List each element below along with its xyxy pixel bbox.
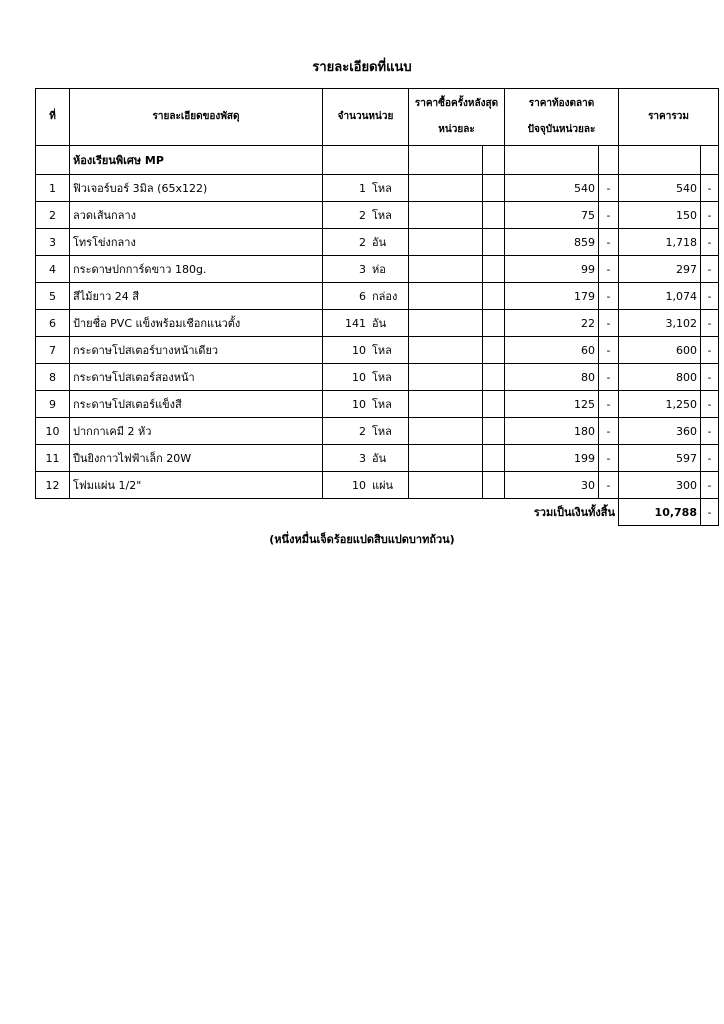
row-market-price-dash: -	[599, 202, 619, 229]
table-row	[36, 418, 719, 445]
row-description: กระดาษโปสเตอร์บางหน้าเดียว	[70, 337, 323, 364]
header-last-price-line1: ราคาซื้อครั้งหลังสุด	[414, 98, 499, 109]
row-market-price: 75	[505, 202, 599, 229]
row-market-price-dash: -	[599, 256, 619, 283]
row-total: 360	[619, 418, 701, 445]
row-market-price: 30	[505, 472, 599, 499]
row-unit: กล่อง	[372, 290, 398, 303]
document-title: รายละเอียดที่แนบ	[312, 60, 412, 75]
row-market-price-dash: -	[599, 283, 619, 310]
row-total: 1,718	[619, 229, 701, 256]
row-market-price-dash: -	[599, 472, 619, 499]
row-market-price: 22	[505, 310, 599, 337]
row-total: 300	[619, 472, 701, 499]
row-quantity-value: 10	[352, 371, 366, 384]
header-last-price	[409, 89, 505, 146]
row-last-price	[409, 283, 483, 310]
row-number: 6	[36, 310, 70, 337]
row-market-price: 60	[505, 337, 599, 364]
row-total: 3,102	[619, 310, 701, 337]
row-unit: อัน	[372, 452, 387, 465]
row-total: 150	[619, 202, 701, 229]
row-market-price: 125	[505, 391, 599, 418]
row-market-price-dash: -	[599, 229, 619, 256]
row-description: กระดาษปกการ์ดขาว 180g.	[70, 256, 323, 283]
row-total-dash: -	[701, 364, 719, 391]
row-total-dash: -	[701, 283, 719, 310]
row-quantity	[323, 202, 409, 229]
table-row	[36, 229, 719, 256]
row-quantity	[323, 445, 409, 472]
row-number: 1	[36, 175, 70, 202]
row-last-price-satang	[483, 229, 505, 256]
row-last-price	[409, 337, 483, 364]
row-number: 4	[36, 256, 70, 283]
row-number: 2	[36, 202, 70, 229]
row-unit: อัน	[372, 236, 387, 249]
row-quantity	[323, 256, 409, 283]
row-market-price-dash: -	[599, 391, 619, 418]
row-quantity-value: 3	[359, 263, 366, 276]
row-total-dash: -	[701, 310, 719, 337]
row-total: 1,074	[619, 283, 701, 310]
row-unit: โหล	[372, 182, 392, 195]
row-last-price-satang	[483, 337, 505, 364]
row-last-price	[409, 310, 483, 337]
row-total: 800	[619, 364, 701, 391]
row-unit: โหล	[372, 371, 392, 384]
row-market-price: 180	[505, 418, 599, 445]
grand-total-dash: -	[701, 499, 719, 526]
row-market-price-dash: -	[599, 418, 619, 445]
row-last-price	[409, 364, 483, 391]
row-market-price-dash: -	[599, 310, 619, 337]
row-last-price-satang	[483, 418, 505, 445]
grand-total-row	[36, 499, 719, 526]
row-description: สีไม้ยาว 24 สี	[70, 283, 323, 310]
row-last-price-satang	[483, 391, 505, 418]
row-market-price-dash: -	[599, 445, 619, 472]
row-unit: แผ่น	[372, 479, 394, 492]
row-market-price: 80	[505, 364, 599, 391]
row-last-price-satang	[483, 445, 505, 472]
row-quantity-value: 3	[359, 452, 366, 465]
row-unit: โหล	[372, 209, 392, 222]
row-unit: โหล	[372, 398, 392, 411]
row-last-price	[409, 445, 483, 472]
row-quantity	[323, 229, 409, 256]
row-total-dash: -	[701, 391, 719, 418]
row-quantity	[323, 472, 409, 499]
table-row	[36, 283, 719, 310]
row-quantity	[323, 310, 409, 337]
row-number: 8	[36, 364, 70, 391]
row-last-price	[409, 418, 483, 445]
header-market-price-line2: ปัจจุบันหน่วยละ	[527, 124, 596, 135]
row-last-price-satang	[483, 283, 505, 310]
section-row	[36, 146, 719, 175]
row-description: ป้ายชื่อ PVC แข็งพร้อมเชือกแนวตั้ง	[70, 310, 323, 337]
row-description: ลวดเส้นกลาง	[70, 202, 323, 229]
row-quantity-value: 2	[359, 236, 366, 249]
row-market-price: 179	[505, 283, 599, 310]
row-last-price	[409, 256, 483, 283]
grand-total-label: รวมเป็นเงินทั้งสิ้น	[533, 506, 615, 520]
table-row	[36, 337, 719, 364]
row-last-price-satang	[483, 364, 505, 391]
table-row	[36, 445, 719, 472]
table-row	[36, 256, 719, 283]
header-total: ราคารวม	[619, 89, 719, 146]
row-market-price: 199	[505, 445, 599, 472]
table-row	[36, 364, 719, 391]
header-description: รายละเอียดของพัสดุ	[70, 89, 323, 146]
header-quantity: จำนวนหน่วย	[323, 89, 409, 146]
row-quantity	[323, 391, 409, 418]
row-quantity-value: 10	[352, 479, 366, 492]
row-unit: โหล	[372, 425, 392, 438]
row-last-price-satang	[483, 175, 505, 202]
header-market-price	[505, 89, 619, 146]
row-unit: โหล	[372, 344, 392, 357]
table-row	[36, 310, 719, 337]
row-total: 297	[619, 256, 701, 283]
row-total-dash: -	[701, 418, 719, 445]
row-quantity-value: 6	[359, 290, 366, 303]
row-total-dash: -	[701, 337, 719, 364]
row-quantity	[323, 418, 409, 445]
row-description: กระดาษโปสเตอร์แข็งสี	[70, 391, 323, 418]
row-number: 9	[36, 391, 70, 418]
row-last-price-satang	[483, 472, 505, 499]
row-quantity-value: 10	[352, 398, 366, 411]
row-last-price	[409, 391, 483, 418]
row-number: 3	[36, 229, 70, 256]
row-last-price	[409, 229, 483, 256]
row-total: 600	[619, 337, 701, 364]
row-description: โทรโข่งกลาง	[70, 229, 323, 256]
row-description: ปืนยิงกาวไฟฟ้าเล็ก 20W	[70, 445, 323, 472]
row-last-price	[409, 472, 483, 499]
table-row	[36, 175, 719, 202]
row-quantity-value: 1	[359, 182, 366, 195]
row-description: กระดาษโปสเตอร์สองหน้า	[70, 364, 323, 391]
row-market-price: 99	[505, 256, 599, 283]
section-title: ห้องเรียนพิเศษ MP	[70, 146, 323, 175]
row-last-price	[409, 202, 483, 229]
row-market-price-dash: -	[599, 364, 619, 391]
row-quantity	[323, 175, 409, 202]
row-last-price-satang	[483, 256, 505, 283]
row-market-price: 540	[505, 175, 599, 202]
row-unit: ห่อ	[372, 263, 386, 276]
row-quantity	[323, 364, 409, 391]
row-total-dash: -	[701, 202, 719, 229]
row-number: 5	[36, 283, 70, 310]
row-last-price-satang	[483, 310, 505, 337]
row-quantity-value: 2	[359, 425, 366, 438]
row-quantity-value: 2	[359, 209, 366, 222]
row-total-dash: -	[701, 175, 719, 202]
row-number: 7	[36, 337, 70, 364]
row-description: โฟมแผ่น 1/2"	[70, 472, 323, 499]
row-total: 540	[619, 175, 701, 202]
table-row	[36, 391, 719, 418]
row-quantity-value: 141	[345, 317, 366, 330]
header-last-price-line2: หน่วยละ	[438, 124, 475, 135]
row-number: 12	[36, 472, 70, 499]
row-quantity	[323, 337, 409, 364]
row-total: 597	[619, 445, 701, 472]
row-quantity	[323, 283, 409, 310]
grand-total-value: 10,788	[619, 499, 701, 526]
row-last-price-satang	[483, 202, 505, 229]
row-total: 1,250	[619, 391, 701, 418]
amount-in-words: (หนึ่งหมื่นเจ็ดร้อยแปดสิบแปดบาทถ้วน)	[269, 533, 455, 546]
row-market-price-dash: -	[599, 175, 619, 202]
row-last-price	[409, 175, 483, 202]
row-total-dash: -	[701, 229, 719, 256]
header-no: ที่	[36, 89, 70, 146]
row-total-dash: -	[701, 472, 719, 499]
row-description: ฟิวเจอร์บอร์ 3มิล (65x122)	[70, 175, 323, 202]
table-row	[36, 202, 719, 229]
row-market-price: 859	[505, 229, 599, 256]
row-number: 11	[36, 445, 70, 472]
row-number: 10	[36, 418, 70, 445]
header-market-price-line1: ราคาท้องตลาด	[528, 98, 595, 109]
row-unit: อัน	[372, 317, 387, 330]
table-row	[36, 472, 719, 499]
row-total-dash: -	[701, 256, 719, 283]
row-description: ปากกาเคมี 2 หัว	[70, 418, 323, 445]
table-header-row	[36, 89, 719, 146]
items-table	[35, 88, 719, 526]
item-rows	[36, 175, 719, 499]
row-market-price-dash: -	[599, 337, 619, 364]
row-total-dash: -	[701, 445, 719, 472]
row-quantity-value: 10	[352, 344, 366, 357]
